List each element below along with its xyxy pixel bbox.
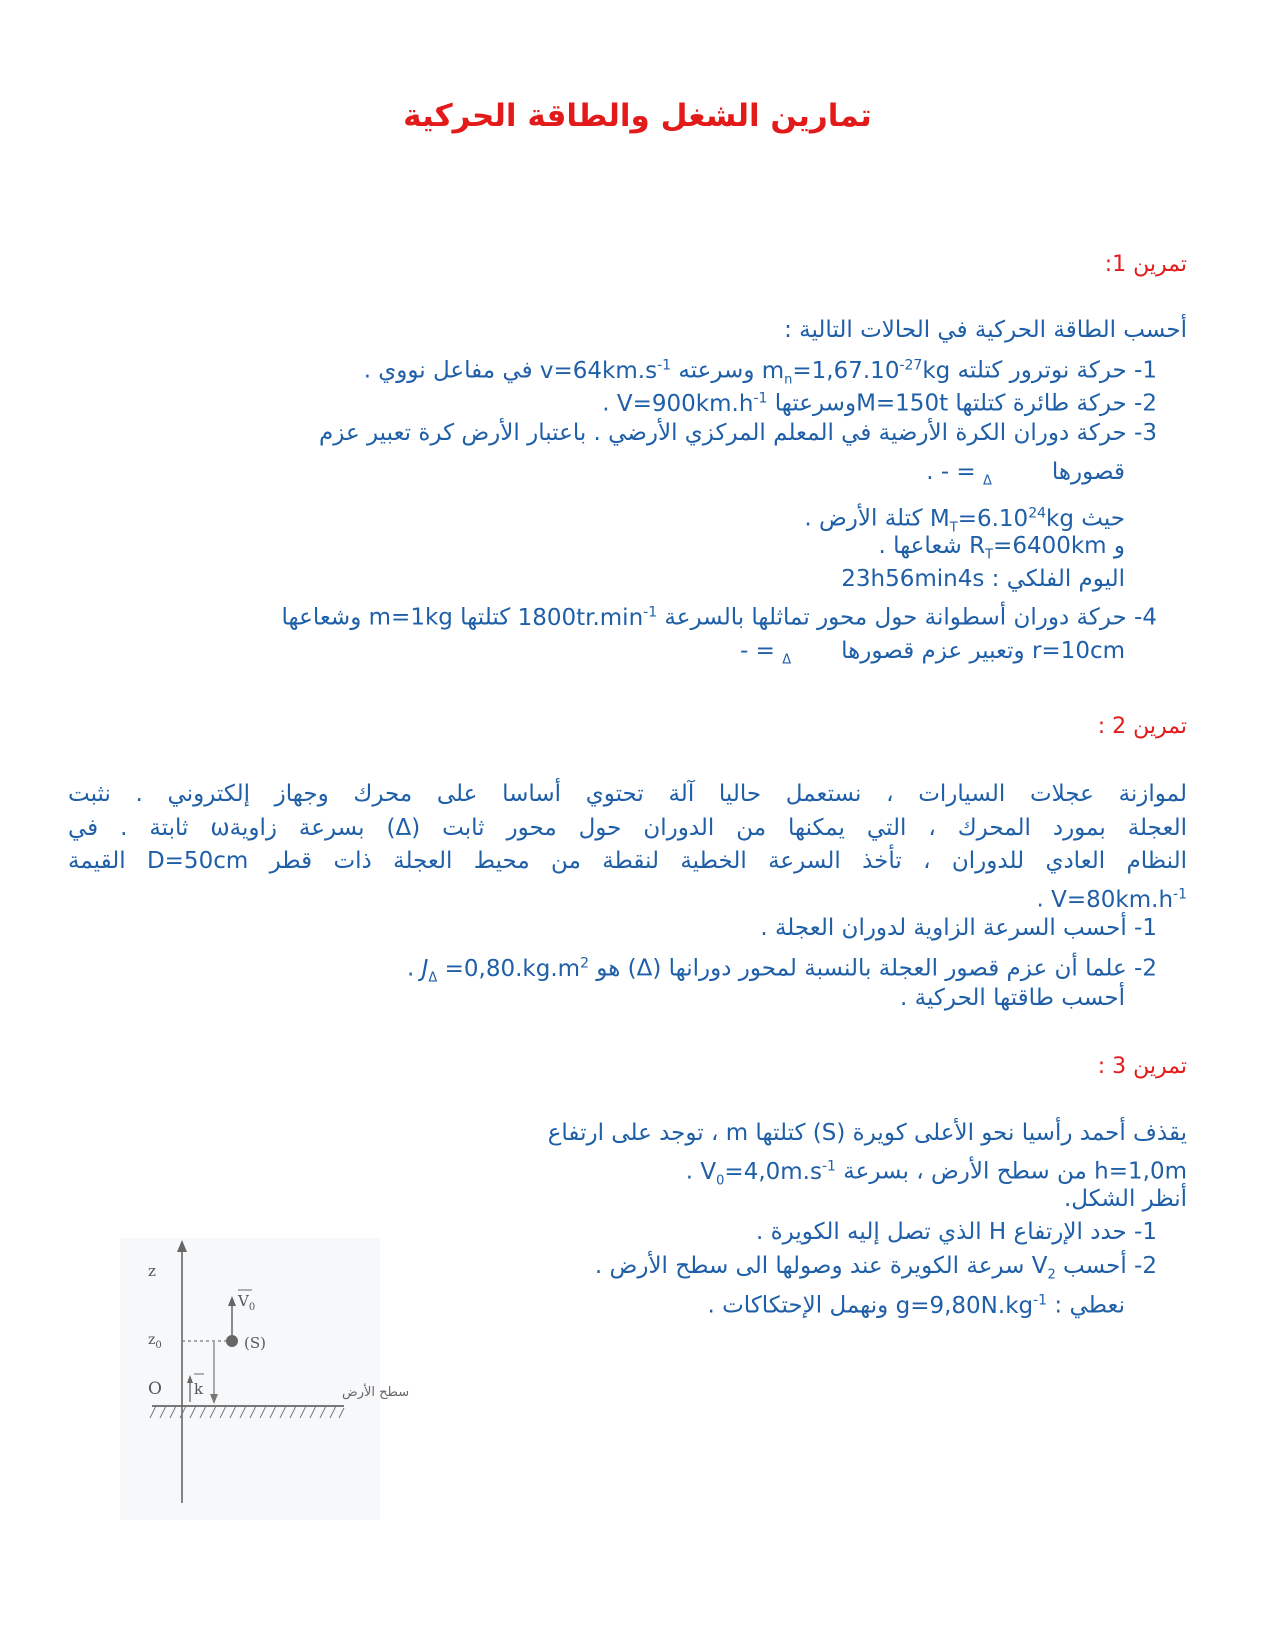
exercise-3-question-2: 2- أحسب $V_2$ سرعة الكويرة عند وصولها الى سطح الأرض . bbox=[594, 1253, 1157, 1283]
exercise-1-item-3-line-4: و $R_T=6400km$ شعاعها . bbox=[878, 533, 1125, 563]
exercise-1-heading: تمرين 1: bbox=[1104, 252, 1187, 277]
exercise-1-item-1: 1- حركة نوترور كتلته $m_n=1,67.10^{-27}kg$ وسرعته $v=64km.s^{-1}$ في مفاعل نووي . bbox=[363, 357, 1157, 388]
ball-s bbox=[226, 1335, 238, 1347]
ground-label: سطح الأرض bbox=[342, 1385, 410, 1400]
exercise-3-paragraph-line-1: يقذف أحمد رأسيا نحو الأعلى كويرة (S) كتلتها m ، توجد على ارتفاع bbox=[547, 1120, 1187, 1146]
ball-throw-figure bbox=[120, 1238, 410, 1520]
exercise-3-heading: تمرين 3 : bbox=[1097, 1054, 1187, 1079]
exercise-2-question-1: 1- أحسب السرعة الزاوية لدوران العجلة . bbox=[760, 915, 1157, 941]
exercise-2-paragraph-line-3: النظام العادي للدوران ، تأخذ السرعة الخطية لنقطة من محيط العجلة ذات قطر D=50cm القيمة bbox=[68, 848, 1187, 874]
ball-s-label: (S) bbox=[244, 1334, 266, 1352]
exercise-1-item-4-line-2: r=10cm وتعبير عزم قصورها- = $_\Delta$ bbox=[740, 638, 1125, 668]
exercise-2-paragraph-line-1: لموازنة عجلات السيارات ، نستعمل حاليا آلة تحتوي أساسا على محرك وجهاز إلكتروني . نثبت bbox=[68, 781, 1187, 807]
exercise-3-paragraph-line-3: أنظر الشكل. bbox=[1063, 1186, 1187, 1212]
height-arrow-head bbox=[210, 1394, 218, 1404]
exercise-3-paragraph-line-2: h=1,0m من سطح الأرض ، بسرعة $V_0=4,0m.s^{-1}$ . bbox=[685, 1158, 1187, 1189]
exercise-1-item-3-line-1: 3- حركة دوران الكرة الأرضية في المعلم المركزي الأرضي . باعتبار الأرض كرة تعبير عزم bbox=[319, 420, 1157, 446]
k-label: k bbox=[194, 1380, 204, 1398]
exercise-2-paragraph-line-2: العجلة بمورد المحرك ، التي يمكنها من الدوران حول محور ثابت (Δ) بسرعة زاويةω ثابتة . في bbox=[68, 815, 1187, 841]
z-axis-arrow bbox=[177, 1240, 187, 1252]
origin-label: O bbox=[148, 1379, 162, 1399]
figure-drawing bbox=[120, 1238, 410, 1520]
page-title: تمارين الشغل والطاقة الحركية bbox=[403, 98, 872, 134]
k-vector-arrow bbox=[187, 1375, 193, 1383]
z0-label: $z_0$ bbox=[148, 1332, 162, 1351]
exercise-2-question-2-line-2: أحسب طاقتها الحركية . bbox=[900, 985, 1125, 1011]
z-label: z bbox=[148, 1262, 156, 1280]
exercise-2-question-2: 2- علما أن عزم قصور العجلة بالنسبة لمحور دورانها (Δ) هو $J_\Delta =0,80.kg.m^2$ . bbox=[407, 955, 1157, 986]
exercise-2-paragraph-line-4: $V=80km.h^{-1}$ . bbox=[1036, 886, 1187, 913]
exercise-1-intro: أحسب الطاقة الحركية في الحالات التالية : bbox=[784, 317, 1187, 343]
exercise-2-heading: تمرين 2 : bbox=[1097, 714, 1187, 739]
exercise-1-item-3-line-3: حيث $M_T=6.10^{24}kg$ كتلة الأرض . bbox=[804, 505, 1125, 536]
exercise-3-question-1: 1- حدد الإرتفاع H الذي تصل إليه الكويرة . bbox=[756, 1219, 1157, 1245]
v0-vector-arrow bbox=[228, 1296, 236, 1306]
v0-label: $V_0$ bbox=[238, 1292, 256, 1313]
exercise-1-item-3-line-5: اليوم الفلكي : 23h56min4s bbox=[841, 566, 1125, 592]
exercise-1-item-2: 2- حركة طائرة كتلتها M=150tوسرعتها $V=900km.h^{-1}$ . bbox=[602, 390, 1157, 417]
exercise-1-item-3-line-2: قصورها- = $_\Delta$ . bbox=[926, 459, 1125, 489]
exercise-3-data-line: نعطي : $g=9,80N.kg^{-1}$ ونهمل الإحتكاكات . bbox=[707, 1292, 1125, 1319]
exercise-1-item-4-line-1: 4- حركة دوران أسطوانة حول محور تماثلها بالسرعة $1800tr.\min^{-1}$ كتلتها m=1kg وشعاعها bbox=[281, 604, 1157, 631]
ground-hatching bbox=[150, 1406, 344, 1418]
